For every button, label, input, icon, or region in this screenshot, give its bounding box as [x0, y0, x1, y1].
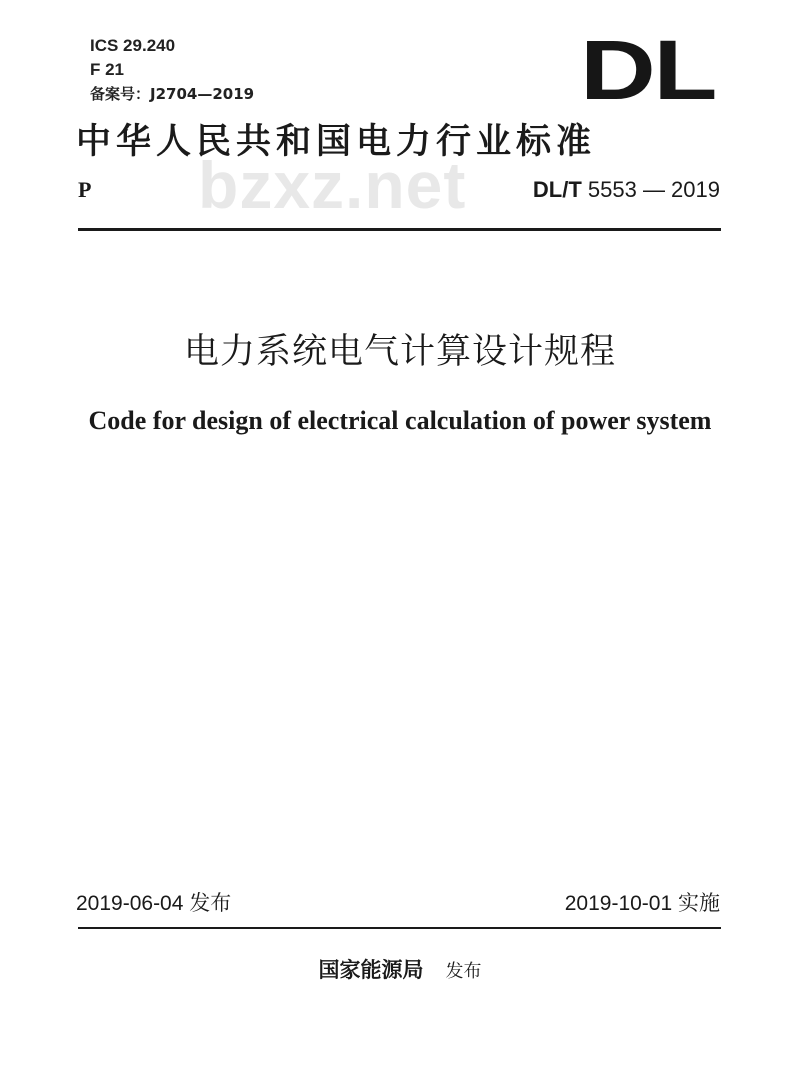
implementation-date: 2019-10-01 实施 — [564, 892, 720, 915]
bottom-divider — [78, 927, 721, 929]
dl-logo: DL — [580, 23, 715, 117]
publisher-line — [0, 956, 800, 986]
document-title-english: Code for design of electrical calculation of power system — [88, 406, 712, 435]
standard-code: 5553 — 2019 — [587, 177, 720, 202]
industry-standard-title: 中华人民共和国电力行业标准 — [76, 121, 597, 162]
top-divider — [78, 228, 721, 231]
publisher-action: 发布 — [445, 961, 482, 982]
ics-code: ICS 29.240 — [90, 36, 176, 55]
document-title-chinese: 电力系统电气计算设计规程 — [183, 332, 616, 372]
standard-prefix: DL/T — [532, 177, 582, 202]
watermark: bzxz.net — [198, 148, 467, 222]
issue-date: 2019-06-04 发布 — [76, 892, 232, 915]
standard-number — [533, 176, 720, 204]
record-number: 备案号：J2704—2019 — [90, 85, 255, 103]
publisher-org: 国家能源局 — [318, 958, 424, 982]
classification-code: F 21 — [90, 60, 125, 79]
category-letter: P — [78, 177, 92, 202]
